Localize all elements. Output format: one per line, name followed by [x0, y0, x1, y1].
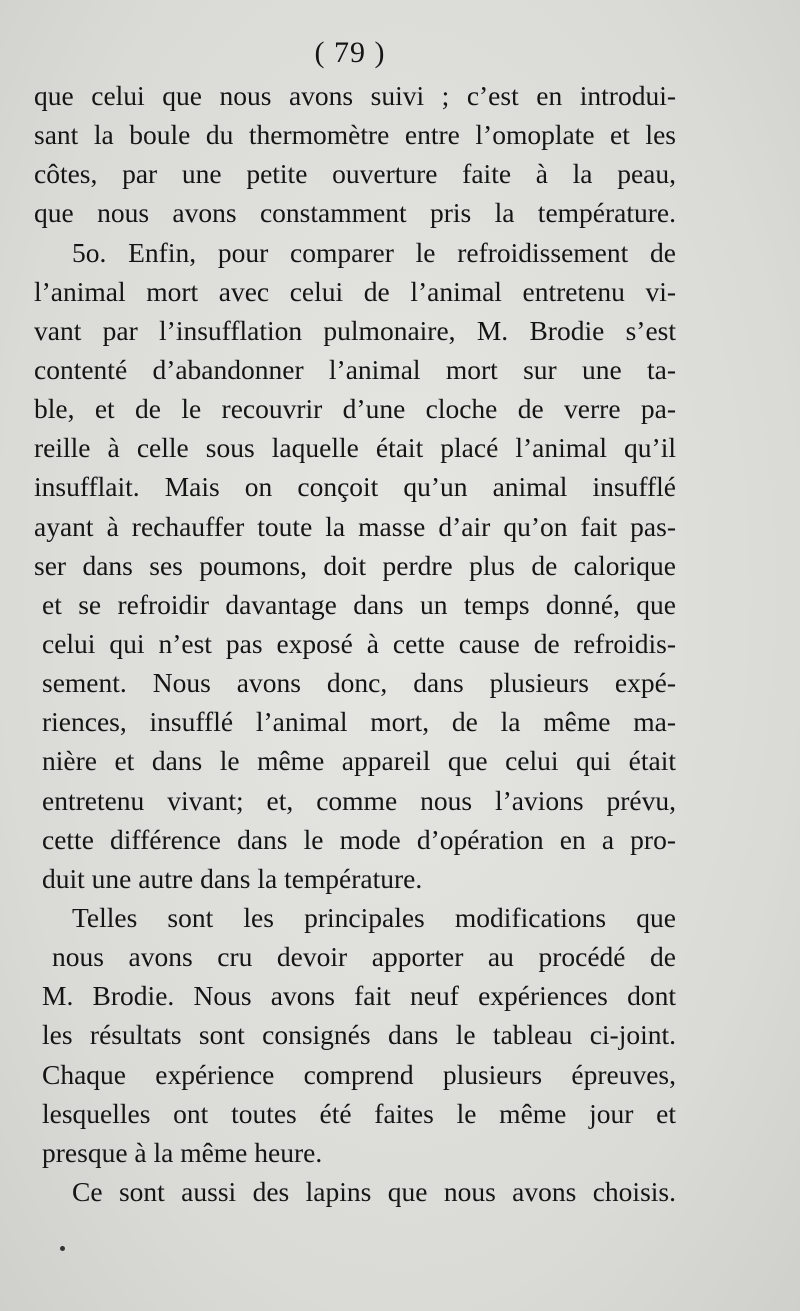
paragraph-start-line: Telles sont les principales modifications que [72, 901, 676, 933]
paragraph-end-line: presque à la même heure. [42, 1136, 323, 1168]
text-line: insufflait. Mais on conçoit qu’un animal insufflé [34, 471, 676, 503]
text-line: lesquelles ont toutes été faites le même jour et [42, 1097, 676, 1129]
paragraph-start-line: Ce sont aussi des lapins que nous avons choisis. [72, 1175, 676, 1207]
text-line: contenté d’abandonner l’animal mort sur une ta- [34, 353, 676, 385]
text-line: nière et dans le même appareil que celui qui était [42, 745, 676, 777]
text-line: que nous avons constamment pris la température. [34, 197, 676, 229]
text-line: sement. Nous avons donc, dans plusieurs expé- [42, 667, 676, 699]
paragraph-end-line: duit une autre dans la température. [42, 862, 423, 894]
text-line: côtes, par une petite ouverture faite à la peau, [34, 158, 676, 190]
page-number: ( 79 ) [314, 36, 386, 69]
text-line: ayant à rechauffer toute la masse d’air qu’on fait pas- [34, 510, 676, 542]
text-line: vant par l’insufflation pulmonaire, M. Brodie s’est [34, 314, 676, 346]
text-line: l’animal mort avec celui de l’animal entretenu vi- [34, 275, 676, 307]
ink-speck [60, 1246, 65, 1251]
text-line: M. Brodie. Nous avons fait neuf expériences dont [42, 980, 676, 1012]
paragraph-start-line: 5o. Enfin, pour comparer le refroidissement de [72, 236, 676, 268]
text-line: sant la boule du thermomètre entre l’omoplate et les [34, 119, 676, 151]
text-line: que celui que nous avons suivi ; c’est en introdui- [34, 80, 676, 111]
text-line: et se refroidir davantage dans un temps donné, que [42, 588, 676, 620]
text-line: ble, et de le recouvrir d’une cloche de verre pa- [34, 393, 676, 425]
text-line: Chaque expérience comprend plusieurs épreuves, [42, 1058, 676, 1090]
text-line: nous avons cru devoir apporter au procédé de [52, 941, 676, 973]
text-line: cette différence dans le mode d’opération en a pro- [42, 823, 676, 855]
body-text [34, 76, 676, 1211]
text-line: les résultats sont consignés dans le tableau ci-joint. [42, 1019, 676, 1051]
text-line: celui qui n’est pas exposé à cette cause de refroidis- [42, 627, 676, 659]
text-line: reille à celle sous laquelle était placé l’animal qu’il [34, 432, 676, 464]
text-line: ser dans ses poumons, doit perdre plus de calorique [34, 549, 676, 581]
text-line: riences, insufflé l’animal mort, de la même ma- [42, 706, 676, 738]
text-line: entretenu vivant; et, comme nous l’avions prévu, [42, 784, 676, 816]
